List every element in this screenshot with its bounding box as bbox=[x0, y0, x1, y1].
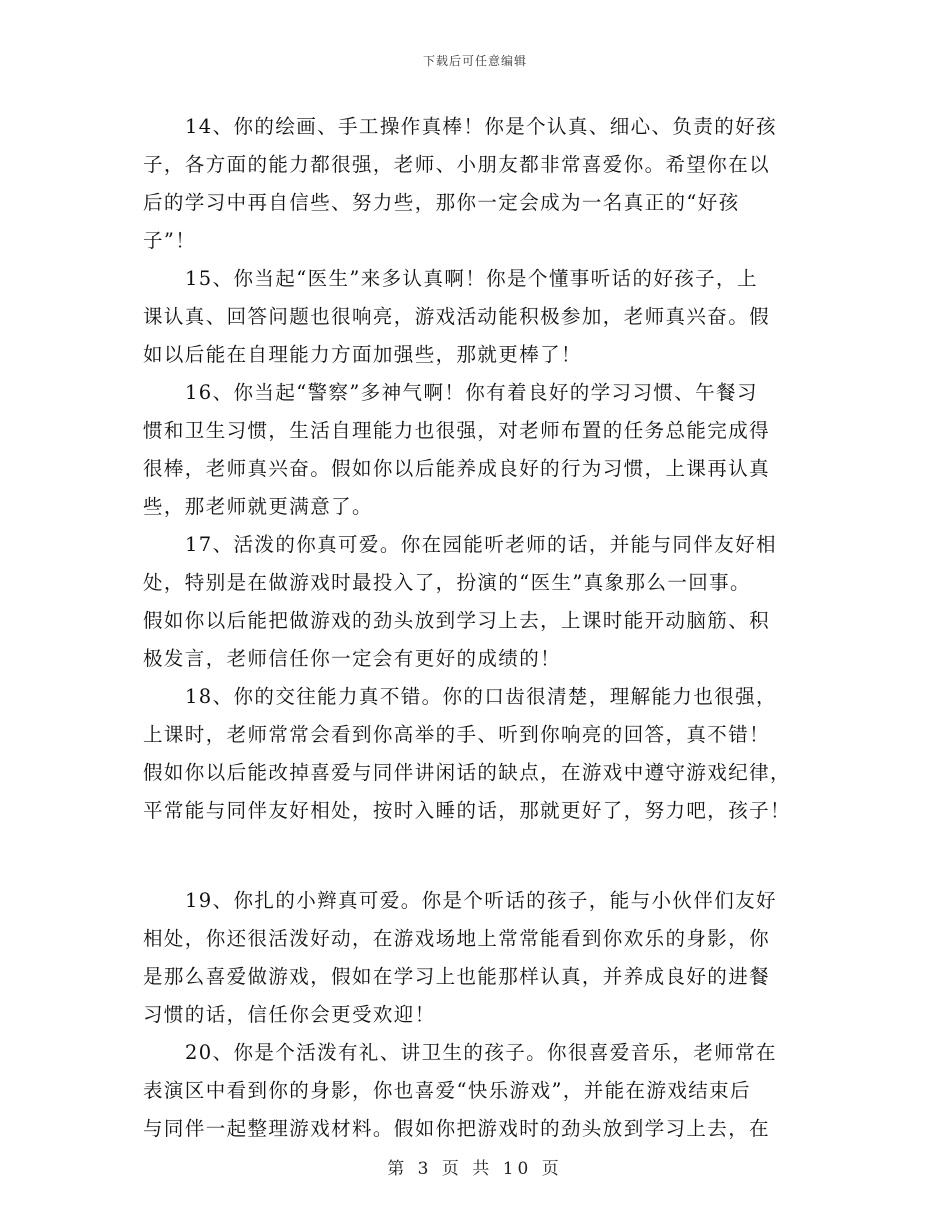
paragraph-line: 表演区中看到你的身影，你也喜爱“快乐游戏”，并能在游戏结束后 bbox=[143, 1079, 751, 1102]
paragraph-line: 如以后能在自理能力方面加强些，那就更棒了！ bbox=[143, 343, 582, 366]
paragraph-line: 处，特别是在做游戏时最投入了，扮演的“医生”真象那么一回事。 bbox=[143, 571, 751, 594]
paragraph-line: 子，各方面的能力都很强，老师、小朋友都非常喜爱你。希望你在以 bbox=[143, 153, 771, 176]
paragraph-line: 18、你的交往能力真不错。你的口齿很清楚，理解能力也很强， bbox=[185, 685, 777, 708]
paragraph-20 bbox=[143, 1034, 808, 1148]
paragraph-line: 20、你是个活泼有礼、讲卫生的孩子。你很喜爱音乐，老师常在 bbox=[185, 1041, 777, 1064]
paragraph-line: 子”！ bbox=[143, 229, 197, 252]
paragraph-line: 平常能与同伴友好相处，按时入睡的话，那就更好了，努力吧，孩子！ bbox=[143, 799, 791, 822]
paragraph-line: 上课时，老师常常会看到你高举的手、听到你响亮的回答，真不错！ bbox=[143, 723, 771, 746]
paragraph-line: 习惯的话，信任你会更受欢迎！ bbox=[143, 1003, 436, 1026]
paragraph-19 bbox=[143, 882, 808, 1034]
paragraph-16 bbox=[143, 374, 808, 526]
paragraph-line: 些，那老师就更满意了。 bbox=[143, 495, 373, 518]
blank-line bbox=[143, 830, 808, 882]
page-header: 下载后可任意编辑 bbox=[422, 54, 527, 68]
paragraph-line: 16、你当起“警察”多神气啊！你有着良好的学习习惯、午餐习 bbox=[185, 381, 758, 404]
document-body bbox=[143, 108, 808, 1148]
paragraph-line: 很棒，老师真兴奋。假如你以后能养成良好的行为习惯，上课再认真 bbox=[143, 457, 771, 480]
paragraph-line: 假如你以后能改掉喜爱与同伴讲闲话的缺点，在游戏中遵守游戏纪律， bbox=[143, 761, 791, 784]
paragraph-line: 惯和卫生习惯，生活自理能力也很强，对老师布置的任务总能完成得 bbox=[143, 419, 771, 442]
paragraph-line: 假如你以后能把做游戏的劲头放到学习上去，上课时能开动脑筋、积 bbox=[143, 609, 771, 632]
paragraph-15 bbox=[143, 260, 808, 374]
paragraph-line: 15、你当起“医生”来多认真啊！你是个懂事听话的好孩子，上 bbox=[185, 267, 758, 290]
paragraph-line: 17、活泼的你真可爱。你在园能听老师的话，并能与同伴友好相 bbox=[185, 533, 777, 556]
paragraph-line: 相处，你还很活泼好动，在游戏场地上常常能看到你欢乐的身影，你 bbox=[143, 927, 771, 950]
paragraph-line: 课认真、回答问题也很响亮，游戏活动能积极参加，老师真兴奋。假 bbox=[143, 305, 771, 328]
paragraph-14 bbox=[143, 108, 808, 260]
page-footer: 第 3 页 共 10 页 bbox=[387, 1159, 563, 1179]
paragraph-18 bbox=[143, 678, 808, 830]
paragraph-line: 19、你扎的小辫真可爱。你是个听话的孩子，能与小伙伴们友好 bbox=[185, 889, 777, 912]
paragraph-line: 与同伴一起整理游戏材料。假如你把游戏时的劲头放到学习上去，在 bbox=[143, 1117, 771, 1140]
paragraph-17 bbox=[143, 526, 808, 678]
paragraph-line: 是那么喜爱做游戏，假如在学习上也能那样认真，并养成良好的进餐 bbox=[143, 965, 771, 988]
paragraph-line: 14、你的绘画、手工操作真棒！你是个认真、细心、负责的好孩 bbox=[185, 115, 777, 138]
paragraph-line: 后的学习中再自信些、努力些，那你一定会成为一名真正的“好孩 bbox=[143, 191, 740, 214]
paragraph-line: 极发言，老师信任你一定会有更好的成绩的！ bbox=[143, 647, 562, 670]
